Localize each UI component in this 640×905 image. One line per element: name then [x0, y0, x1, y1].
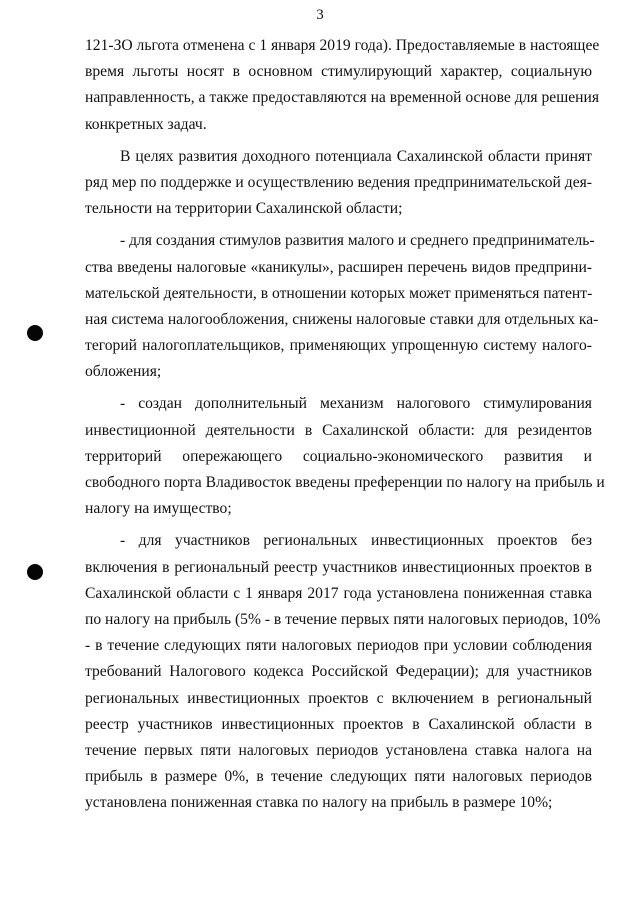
text-line: мательской деятельности, в отношении которых может применяться патент- — [85, 284, 593, 302]
text-line: - в течение следующих пяти налоговых периодов при условии соблюдения — [85, 637, 592, 655]
text-line: инвестиционной деятельности в Сахалинской области: для резидентов — [85, 421, 592, 439]
text-line: время льготы носят в основном стимулирующий характер, социальную — [85, 63, 592, 81]
text-line: включения в региональный реестр участников инвестиционных проектов в — [85, 558, 592, 576]
text-line: установлена пониженная ставка по налогу на прибыль в размере 10%; — [85, 794, 553, 812]
text-line: территорий опережающего социально-экономического развития и — [85, 447, 592, 465]
paragraph — [85, 144, 592, 223]
page-number: 3 — [316, 7, 324, 23]
text-line: ная система налогообложения, снижены налоговые ставки для отдельных ка- — [85, 310, 599, 328]
text-line: тельности на территории Сахалинской области; — [85, 200, 403, 218]
text-line: региональных инвестиционных проектов с включением в региональный — [85, 689, 592, 707]
text-line: течение первых пяти налоговых периодов установлена ставка налога на — [85, 741, 592, 759]
text-line: ряд мер по поддержке и осуществлению ведения предпринимательской дея- — [85, 173, 592, 191]
text-line: направленность, а также предоставляются на временной основе для решения — [85, 89, 599, 107]
text-line: - создан дополнительный механизм налогового стимулирования — [120, 395, 592, 413]
text-line: прибыль в размере 0%, в течение следующих пяти налоговых периодов — [85, 768, 592, 786]
text-line: Сахалинской области с 1 января 2017 года установлена пониженная ставка — [85, 584, 592, 602]
text-line: ства введены налоговые «каникулы», расширен перечень видов предприни- — [85, 258, 592, 276]
text-line: свободного порта Владивосток введены преференции по налогу на прибыль и — [85, 474, 605, 491]
text-line: - для участников региональных инвестиционных проектов без — [120, 532, 592, 550]
text-line: тегорий налогоплательщиков, применяющих упрощенную систему налого- — [85, 337, 592, 355]
paragraph — [85, 528, 601, 816]
punch-hole-lower — [27, 564, 43, 580]
paragraph — [85, 391, 605, 522]
punch-hole-upper — [27, 325, 43, 341]
text-line: 121-ЗО льгота отменена с 1 января 2019 года). Предоставляемые в настоящее — [85, 37, 600, 54]
text-line: В целях развития доходного потенциала Сахалинской области принят — [120, 147, 592, 165]
text-line: по налогу на прибыль (5% - в течение первых пяти налоговых периодов, 10% — [85, 610, 601, 628]
text-line: налогу на имущество; — [85, 500, 232, 518]
text-line: - для создания стимулов развития малого и среднего предприниматель- — [120, 232, 595, 250]
paragraph — [85, 33, 600, 138]
text-line: реестр участников инвестиционных проектов в Сахалинской области в — [85, 715, 592, 733]
text-line: требований Налогового кодекса Российской Федерации); для участников — [85, 663, 592, 681]
text-line: конкретных задач. — [85, 115, 207, 133]
document-body — [85, 33, 605, 816]
text-line: обложения; — [85, 363, 162, 381]
paragraph — [85, 228, 599, 385]
